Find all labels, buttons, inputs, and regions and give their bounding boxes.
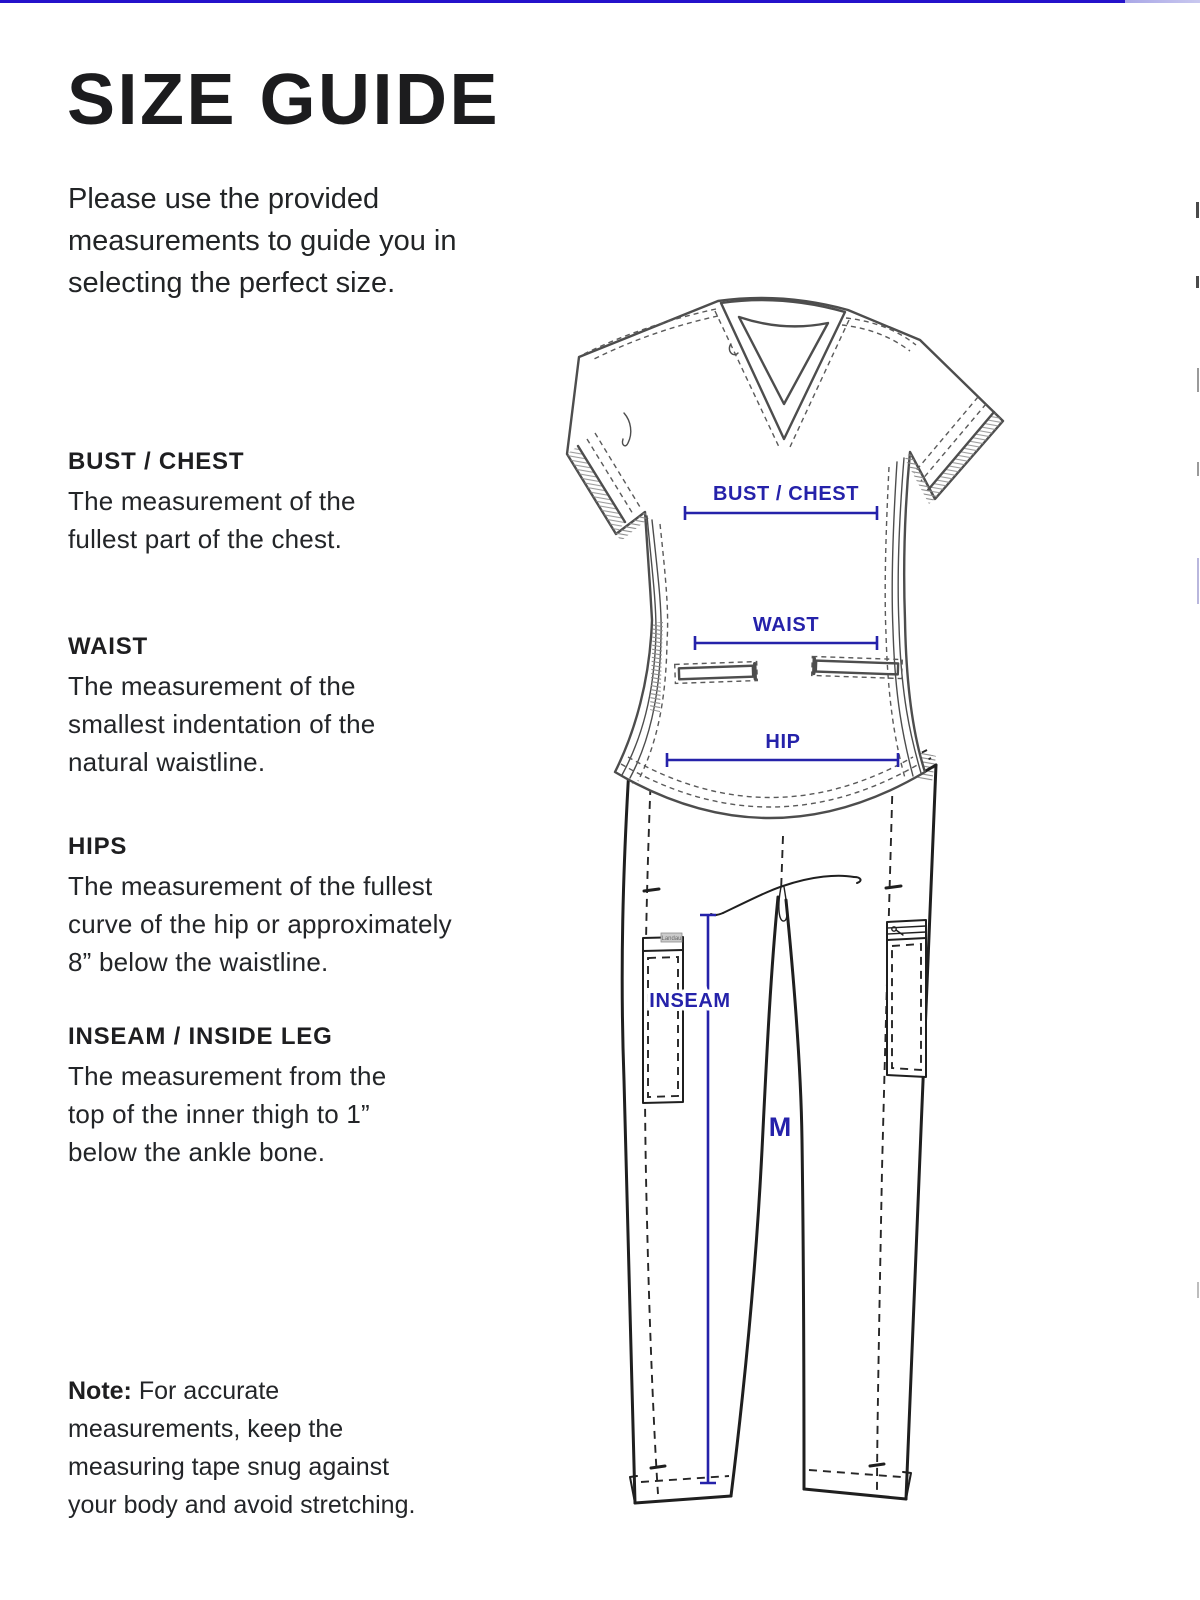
- size-letter-label: M: [768, 1112, 792, 1142]
- section-bust-chest: [68, 448, 368, 558]
- edge-artifact: [1197, 368, 1199, 392]
- section-description: The measurement from the top of the inner thigh to 1” below the ankle bone.: [68, 1061, 387, 1167]
- inseam-measurement: [649, 915, 730, 1483]
- note-text: [68, 1372, 436, 1524]
- cargo-pocket-right-zip: [887, 920, 926, 1077]
- waist-label: WAIST: [752, 614, 820, 636]
- section-description: The measurement of the fullest part of the chest.: [68, 486, 356, 554]
- top-accent-bar: [0, 0, 1200, 3]
- edge-artifact: [1196, 202, 1199, 218]
- inseam-label: INSEAM: [649, 990, 731, 1012]
- edge-artifact: [1197, 558, 1199, 604]
- section-description: The measurement of the smallest indentation of the natural waistline.: [68, 671, 376, 777]
- edge-artifact: [1197, 462, 1199, 476]
- intro-text: Please use the provided measurements to guide you in selecting the perfect size.: [68, 183, 457, 299]
- section-hips: [68, 833, 452, 981]
- cargo-pocket-left: [643, 933, 683, 1103]
- edge-artifact: [1197, 1282, 1199, 1298]
- section-inseam: [68, 1023, 424, 1171]
- hip-label: HIP: [765, 731, 801, 753]
- section-heading: WAIST: [68, 633, 148, 660]
- section-heading: HIPS: [68, 833, 128, 860]
- section-heading: INSEAM / INSIDE LEG: [68, 1023, 333, 1050]
- size-diagram: [540, 270, 1200, 1530]
- drawstring: [711, 876, 861, 921]
- bust-label: BUST / CHEST: [712, 483, 860, 505]
- page-title: SIZE GUIDE: [67, 60, 501, 140]
- section-heading: BUST / CHEST: [68, 448, 245, 475]
- section-waist: [68, 633, 380, 781]
- edge-artifact: [1196, 276, 1199, 288]
- note-label: Note:: [68, 1377, 132, 1405]
- brand-tag-text: Landau: [661, 936, 682, 942]
- section-description: The measurement of the fullest curve of the hip or approximately 8” below the waistline.: [68, 871, 452, 977]
- scrub-pants-drawing: [622, 716, 938, 1503]
- note-body: For accurate measurements, keep the measuring tape snug against your body and avoid stretching.: [68, 1377, 416, 1519]
